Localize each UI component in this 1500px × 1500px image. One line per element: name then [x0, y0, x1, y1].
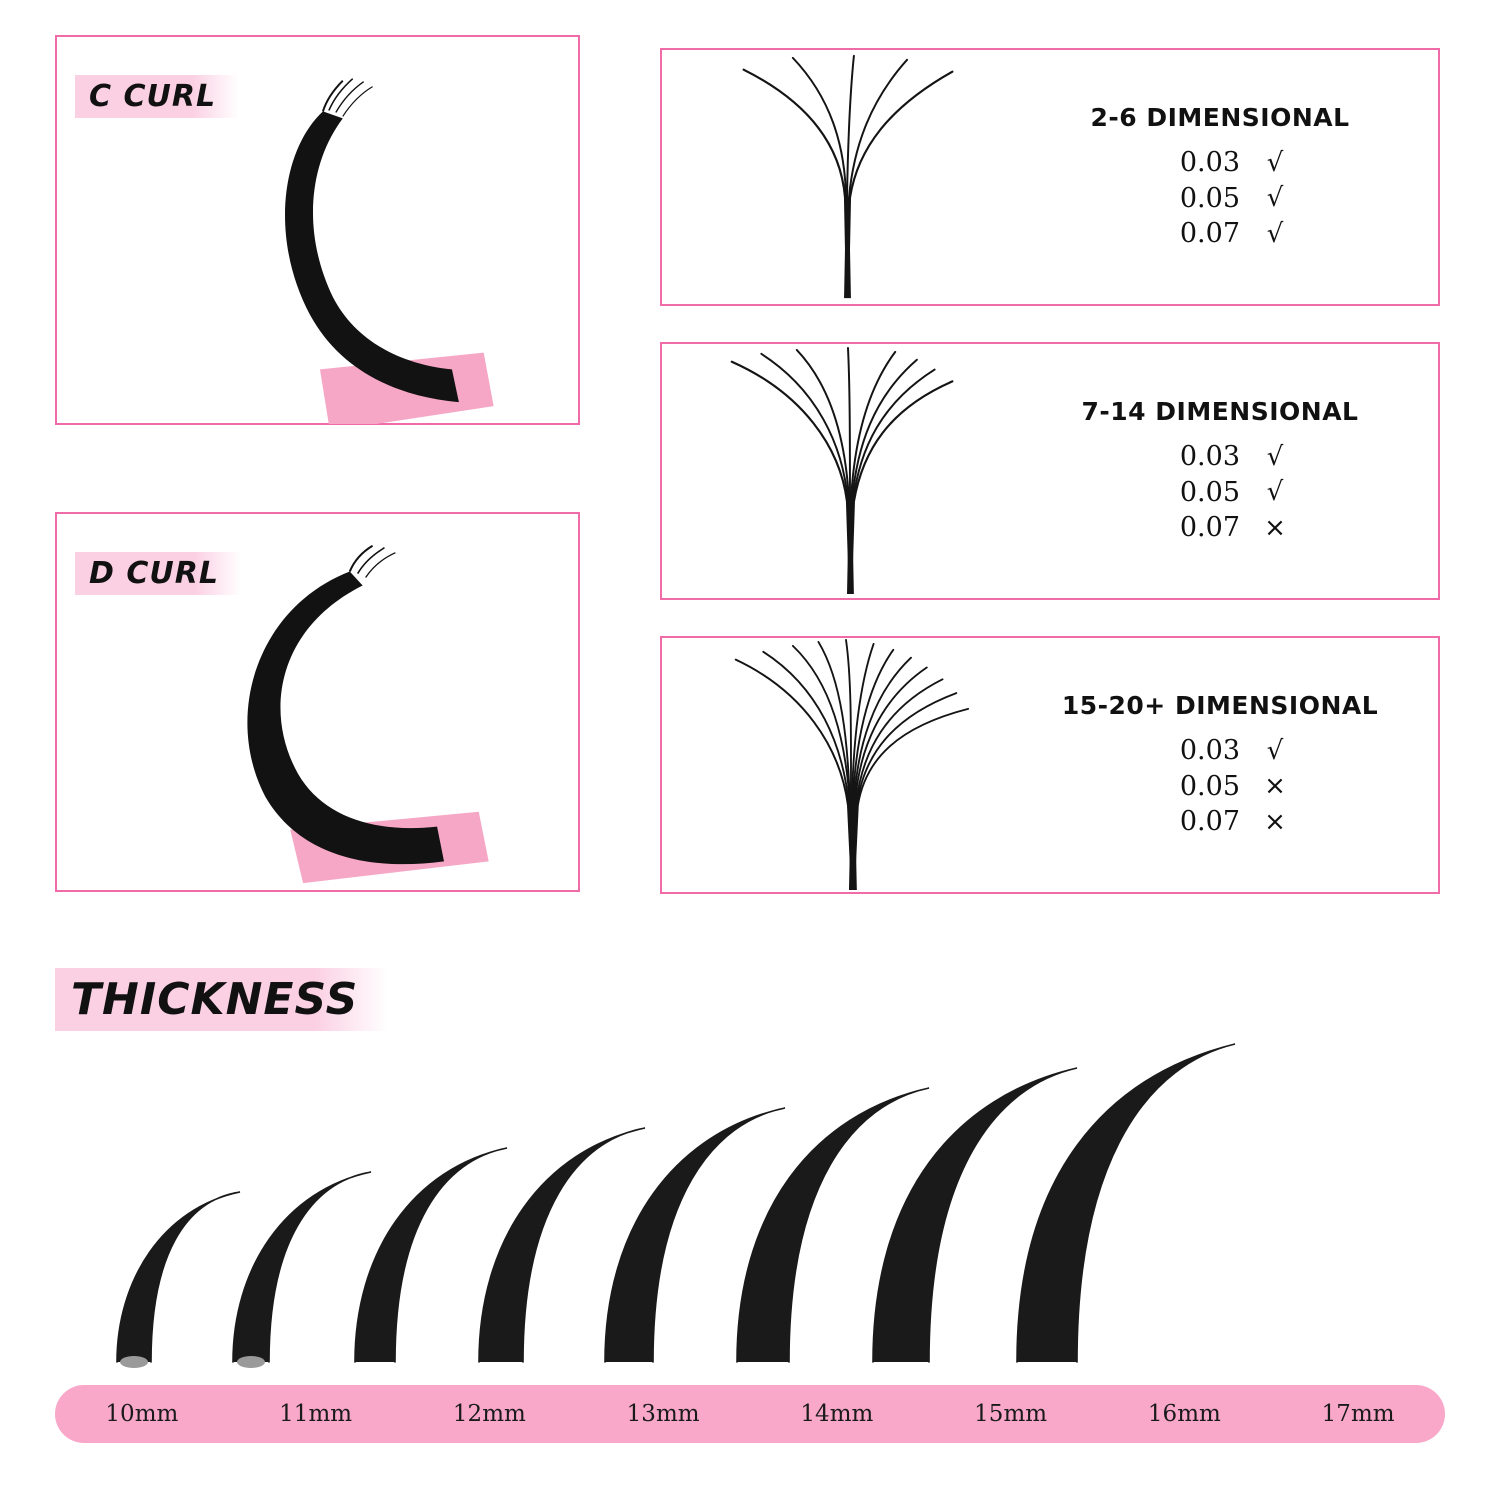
d-curl-label: D CURL: [75, 552, 241, 595]
length-tick: 16mm: [1147, 1401, 1221, 1427]
thickness-size: 0.07: [1179, 806, 1240, 838]
availability-mark: √: [1266, 477, 1284, 508]
c-curl-illustration: [57, 37, 578, 424]
thickness-size: 0.07: [1179, 218, 1240, 250]
thickness-size: 0.03: [1179, 734, 1240, 766]
d-curl-panel: [55, 512, 580, 892]
availability-row: [1130, 182, 1310, 216]
availability-mark: ×: [1264, 807, 1286, 837]
availability-mark: √: [1266, 735, 1284, 766]
length-tick: 17mm: [1321, 1401, 1395, 1427]
length-tick: 11mm: [279, 1401, 353, 1427]
availability-row: [1130, 511, 1310, 545]
length-tick: 12mm: [452, 1401, 526, 1427]
availability-mark: ×: [1264, 771, 1286, 802]
availability-mark: √: [1266, 147, 1284, 178]
length-tick: 14mm: [800, 1401, 874, 1427]
thickness-size: 0.05: [1179, 476, 1240, 508]
availability-mark: √: [1266, 219, 1284, 249]
availability-row: [1130, 146, 1310, 180]
length-tick: 10mm: [105, 1401, 179, 1427]
availability-row: [1130, 217, 1310, 251]
dimensional-title: 7-14 DIMENSIONAL: [1081, 396, 1359, 426]
availability-mark: ×: [1264, 513, 1286, 543]
dimensional-info-15-20: [1012, 638, 1428, 892]
dimensional-info-7-14: [1012, 344, 1428, 598]
availability-row: [1130, 734, 1310, 768]
thickness-size: 0.03: [1179, 146, 1240, 178]
availability-mark: √: [1266, 183, 1284, 214]
c-curl-label: C CURL: [75, 75, 238, 118]
dimensional-title: 15-20+ DIMENSIONAL: [1061, 690, 1379, 720]
thickness-title: THICKNESS: [55, 968, 388, 1031]
dimensional-panel-15-20: [660, 636, 1440, 894]
availability-row: [1130, 440, 1310, 474]
length-tick: 15mm: [974, 1401, 1048, 1427]
thickness-size: 0.03: [1179, 440, 1240, 472]
availability-row: [1130, 805, 1310, 839]
thickness-size: 0.05: [1179, 770, 1240, 802]
dimensional-panel-2-6: [660, 48, 1440, 306]
thickness-size: 0.07: [1179, 512, 1240, 544]
thickness-size: 0.05: [1179, 182, 1240, 214]
thickness-availability-list: [1130, 440, 1310, 545]
thickness-availability-list: [1130, 146, 1310, 251]
availability-mark: √: [1266, 441, 1284, 472]
lash-length-illustrations: [55, 1010, 1445, 1370]
length-tick: 13mm: [626, 1401, 700, 1427]
fan-illustration-5-lines: [682, 50, 1012, 304]
dimensional-panel-7-14: [660, 342, 1440, 600]
availability-row: [1130, 770, 1310, 804]
c-curl-panel: [55, 35, 580, 425]
fan-illustration-12-lines: [682, 638, 1012, 892]
d-curl-illustration: [57, 514, 578, 891]
dimensional-title: 2-6 DIMENSIONAL: [1090, 102, 1350, 132]
thickness-availability-list: [1130, 734, 1310, 839]
dimensional-info-2-6: [1012, 50, 1428, 304]
length-scale-bar: [55, 1385, 1445, 1443]
availability-row: [1130, 476, 1310, 510]
fan-illustration-8-lines: [682, 344, 1012, 598]
